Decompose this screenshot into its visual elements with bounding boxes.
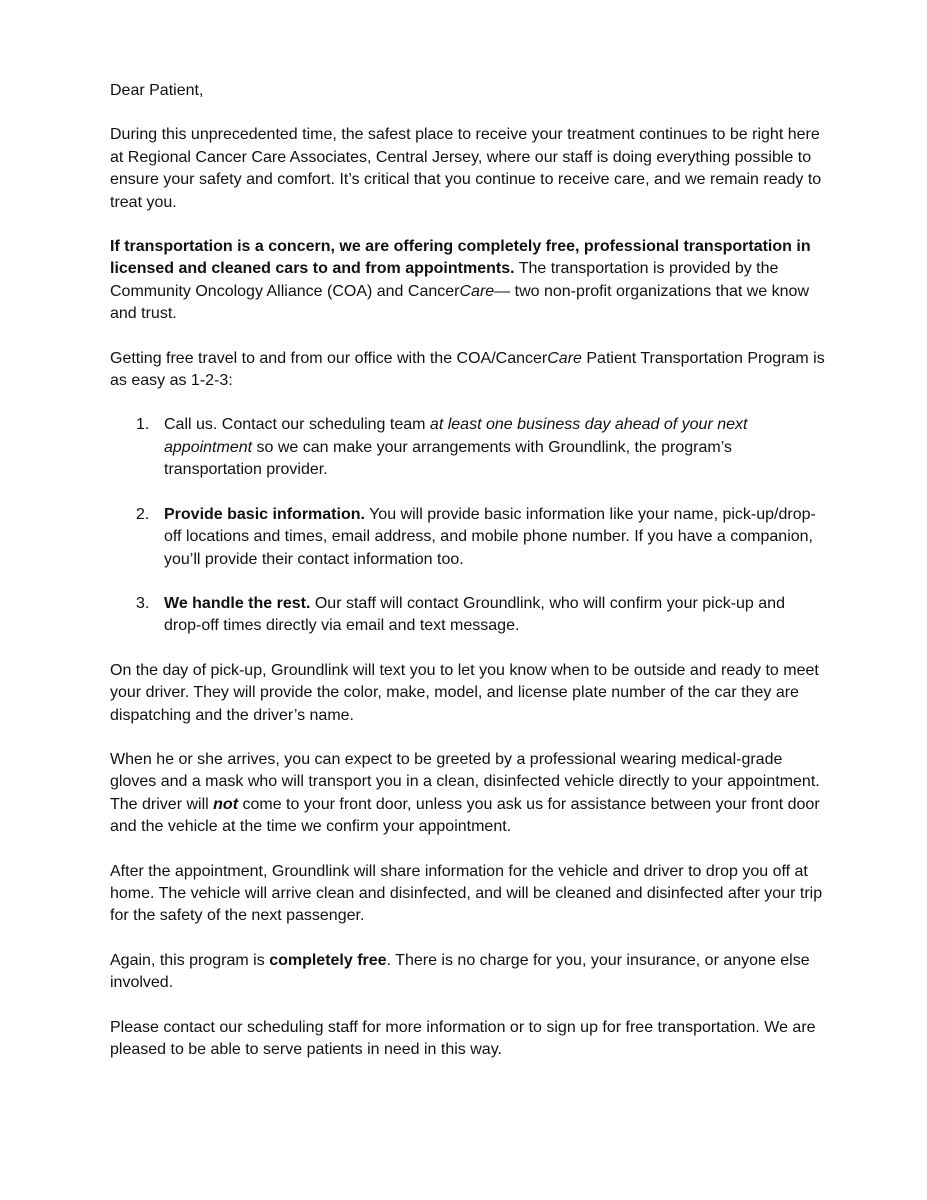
paragraph-driver-arrival: [110, 749, 825, 839]
step-2-text: You will provide basic information like your name, pick-up/drop-off locations and times, email address, and mobile phone number. If you have a companion, you’ll provide their contact information too.: [164, 505, 816, 568]
paragraph-safest-place: During this unprecedented time, the safest place to receive your treatment continues to be right here at Regional Cancer Care Associates, Central Jersey, where our staff is doing everything possible to ensure your safety and comfort. It’s critical that you continue to receive care, and we remain ready to treat you.: [110, 126, 822, 211]
paragraph-contact-staff: Please contact our scheduling staff for more information or to sign up for free transportation. We are pleased to be able to serve patients in need in this way.: [110, 1018, 816, 1058]
step-3-text: Our staff will contact Groundlink, who will confirm your pick-up and drop-off times directly via email and text message.: [164, 594, 785, 635]
step-1-text: so we can make your arrangements with Groundlink, the program’s transportation provider.: [164, 438, 732, 479]
cancercare-italic-2: Care: [547, 349, 582, 367]
paragraph-completely-free: [110, 950, 825, 995]
steps-list: [110, 414, 825, 637]
step-number: 2.: [136, 505, 150, 523]
not-bold-italic: not: [213, 795, 239, 813]
letter-page: [110, 80, 825, 1083]
step-1-lead: Call us. Contact our scheduling team: [164, 416, 430, 434]
list-item-step-1: [110, 414, 825, 481]
cancercare-italic: Care: [459, 282, 495, 300]
free-text: Again, this program is: [110, 951, 270, 969]
list-item-step-2: [110, 504, 825, 571]
step-number: 3.: [136, 594, 150, 612]
step-2-bold: Provide basic information.: [164, 505, 365, 523]
driver-arrival-text: When he or she arrives, you can expect to be greeted by a professional wearing medical-grade gloves and a mask who will transport you in a clean, disinfected vehicle directly to your appointment. The driver will: [110, 750, 820, 813]
paragraph-transportation-offer: [110, 236, 825, 326]
easy-as-text-end: Patient Transportation Program is as easy as 1-2-3:: [110, 349, 825, 390]
letter-greeting: Dear Patient,: [110, 82, 204, 99]
free-text-end: . There is no charge for you, your insurance, or anyone else involved.: [110, 951, 810, 992]
step-1-italic: at least one business day ahead of your next appointment: [164, 416, 748, 456]
paragraph-easy-as-123: [110, 348, 825, 393]
transportation-provider-text: The transportation is provided by the Community Oncology Alliance (COA) and Cancer: [110, 260, 779, 300]
paragraph-pickup-day: On the day of pick-up, Groundlink will text you to let you know when to be outside and ready to meet your driver. They will provide the color, make, model, and license plate number of the car they are dispatching and the driver’s name.: [110, 661, 819, 724]
transportation-provider-text-end: — two non-profit organizations that we know and trust.: [110, 282, 809, 323]
paragraph-after-appointment: After the appointment, Groundlink will share information for the vehicle and driver to drop you off at home. The vehicle will arrive clean and disinfected, and will be cleaned and disinfected after your trip for the safety of the next passenger.: [110, 862, 823, 925]
easy-as-text: Getting free travel to and from our office with the COA/Cancer: [110, 349, 548, 367]
list-item-step-3: [110, 593, 825, 638]
completely-free-bold: completely free: [269, 951, 387, 969]
step-number: 1.: [136, 416, 150, 434]
transportation-offer-bold: If transportation is a concern, we are offering completely free, professional transportation in licensed and cleaned cars to and from appointments.: [110, 238, 811, 278]
step-3-bold: We handle the rest.: [164, 594, 311, 612]
driver-arrival-text-end: come to your front door, unless you ask us for assistance between your front door and the vehicle at the time we confirm your appointment.: [110, 795, 820, 836]
